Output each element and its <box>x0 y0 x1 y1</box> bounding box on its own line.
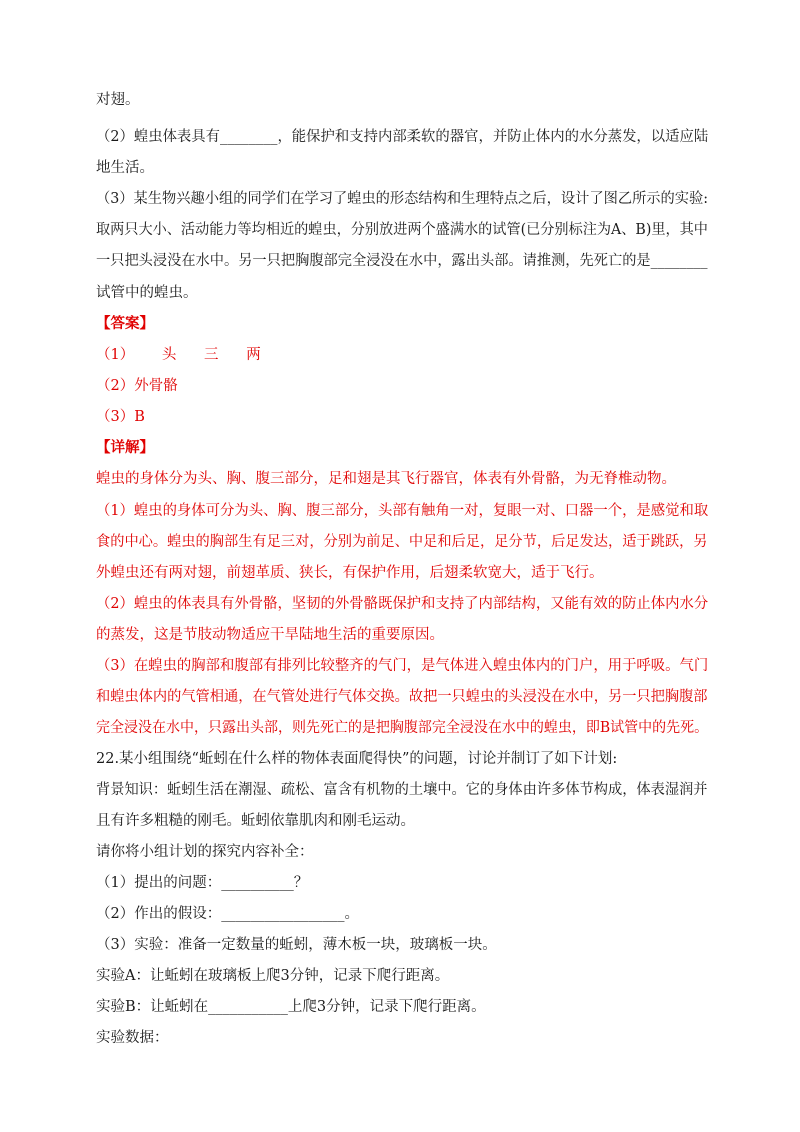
answer-tag: 【答案】 <box>96 315 154 332</box>
q22-background-line2: 且有许多粗糙的刚毛。蚯蚓依靠肌肉和刚毛运动。 <box>96 813 415 829</box>
answer-1: （1） 头 三 两 <box>96 347 261 363</box>
answer-3: （3）B <box>96 409 145 425</box>
q22-step1: （1）提出的问题：__________？ <box>96 875 309 891</box>
detail-intro: 蝗虫的身体分为头、胸、腹三部分，足和翅是其飞行器官，体表有外骨骼，为无脊椎动物。 <box>96 471 676 487</box>
q22-experiment-b: 实验B：让蚯蚓在___________上爬3分钟，记录下爬行距离。 <box>96 999 486 1015</box>
detail-3-line3: 完全浸没在水中，只露出头部，则先死亡的是把胸腹部完全浸没在水中的蝗虫，即B试管中的先死。 <box>96 720 709 736</box>
detail-2-line2: 的蒸发，这是节肢动物适应干旱陆地生活的重要原因。 <box>96 627 444 643</box>
q21-part3-line3: 一只把头浸没在水中。另一只把胸腹部完全浸没在水中，露出头部。请推测，先死亡的是________ <box>96 253 708 269</box>
q22-title: 22.某小组围绕“蚯蚓在什么样的物体表面爬得快”的问题，讨论并制订了如下计划: <box>96 751 618 767</box>
q21-part2-line2: 地生活。 <box>96 160 154 176</box>
detail-1-line2: 食的中心。蝗虫的胸部生有足三对，分别为前足、中足和后足，足分节，后足发达，适于跳跃，另 <box>96 534 708 550</box>
q21-part3-line1: （3）某生物兴趣小组的同学们在学习了蝗虫的形态结构和生理特点之后，设计了图乙所示的实验: <box>96 191 709 207</box>
q21-part3-line4: 试管中的蝗虫。 <box>96 285 198 301</box>
detail-tag: 【详解】 <box>96 439 154 456</box>
detail-2-line1: （2）蝗虫的体表具有外骨骼，坚韧的外骨骼既保护和支持了内部结构，又能有效的防止体内水分 <box>96 596 709 612</box>
q22-step3: （3）实验：准备一定数量的蚯蚓，薄木板一块，玻璃板一块。 <box>96 937 497 953</box>
q22-instruction: 请你将小组计划的探究内容补全： <box>96 844 314 860</box>
q22-data-label: 实验数据： <box>96 1030 169 1046</box>
q22-step2: （2）作出的假设：_________________。 <box>96 906 359 922</box>
q21-part3-line2: 取两只大小、活动能力等均相近的蝗虫，分别放进两个盛满水的试管(已分别标注为A、B)里，其中 <box>96 222 708 238</box>
q22-experiment-a: 实验A：让蚯蚓在玻璃板上爬3分钟，记录下爬行距离。 <box>96 968 450 984</box>
answer-2: （2）外骨骼 <box>96 378 178 394</box>
q22-background-line1: 背景知识：蚯蚓生活在潮湿、疏松、富含有机物的土壤中。它的身体由许多体节构成，体表湿润并 <box>96 782 708 798</box>
q21-part2-line1: （2）蝗虫体表具有________，能保护和支持内部柔软的器官，并防止体内的水分蒸发，以适应陆 <box>96 129 709 145</box>
detail-3-line1: （3）在蝗虫的胸部和腹部有排列比较整齐的气门，是气体进入蝗虫体内的门户，用于呼吸。气门 <box>96 658 709 674</box>
detail-1-line1: （1）蝗虫的身体可分为头、胸、腹三部分，头部有触角一对，复眼一对、口器一个，是感觉和取 <box>96 503 709 519</box>
detail-3-line2: 和蝗虫体内的气管相通，在气管处进行气体交换。故把一只蝗虫的头浸没在水中，另一只把胸腹部 <box>96 689 708 705</box>
detail-1-line3: 外蝗虫还有两对翅，前翅革质、狭长，有保护作用，后翅柔软宽大，适于飞行。 <box>96 565 604 581</box>
q21-continuation: 对翅。 <box>96 92 140 108</box>
